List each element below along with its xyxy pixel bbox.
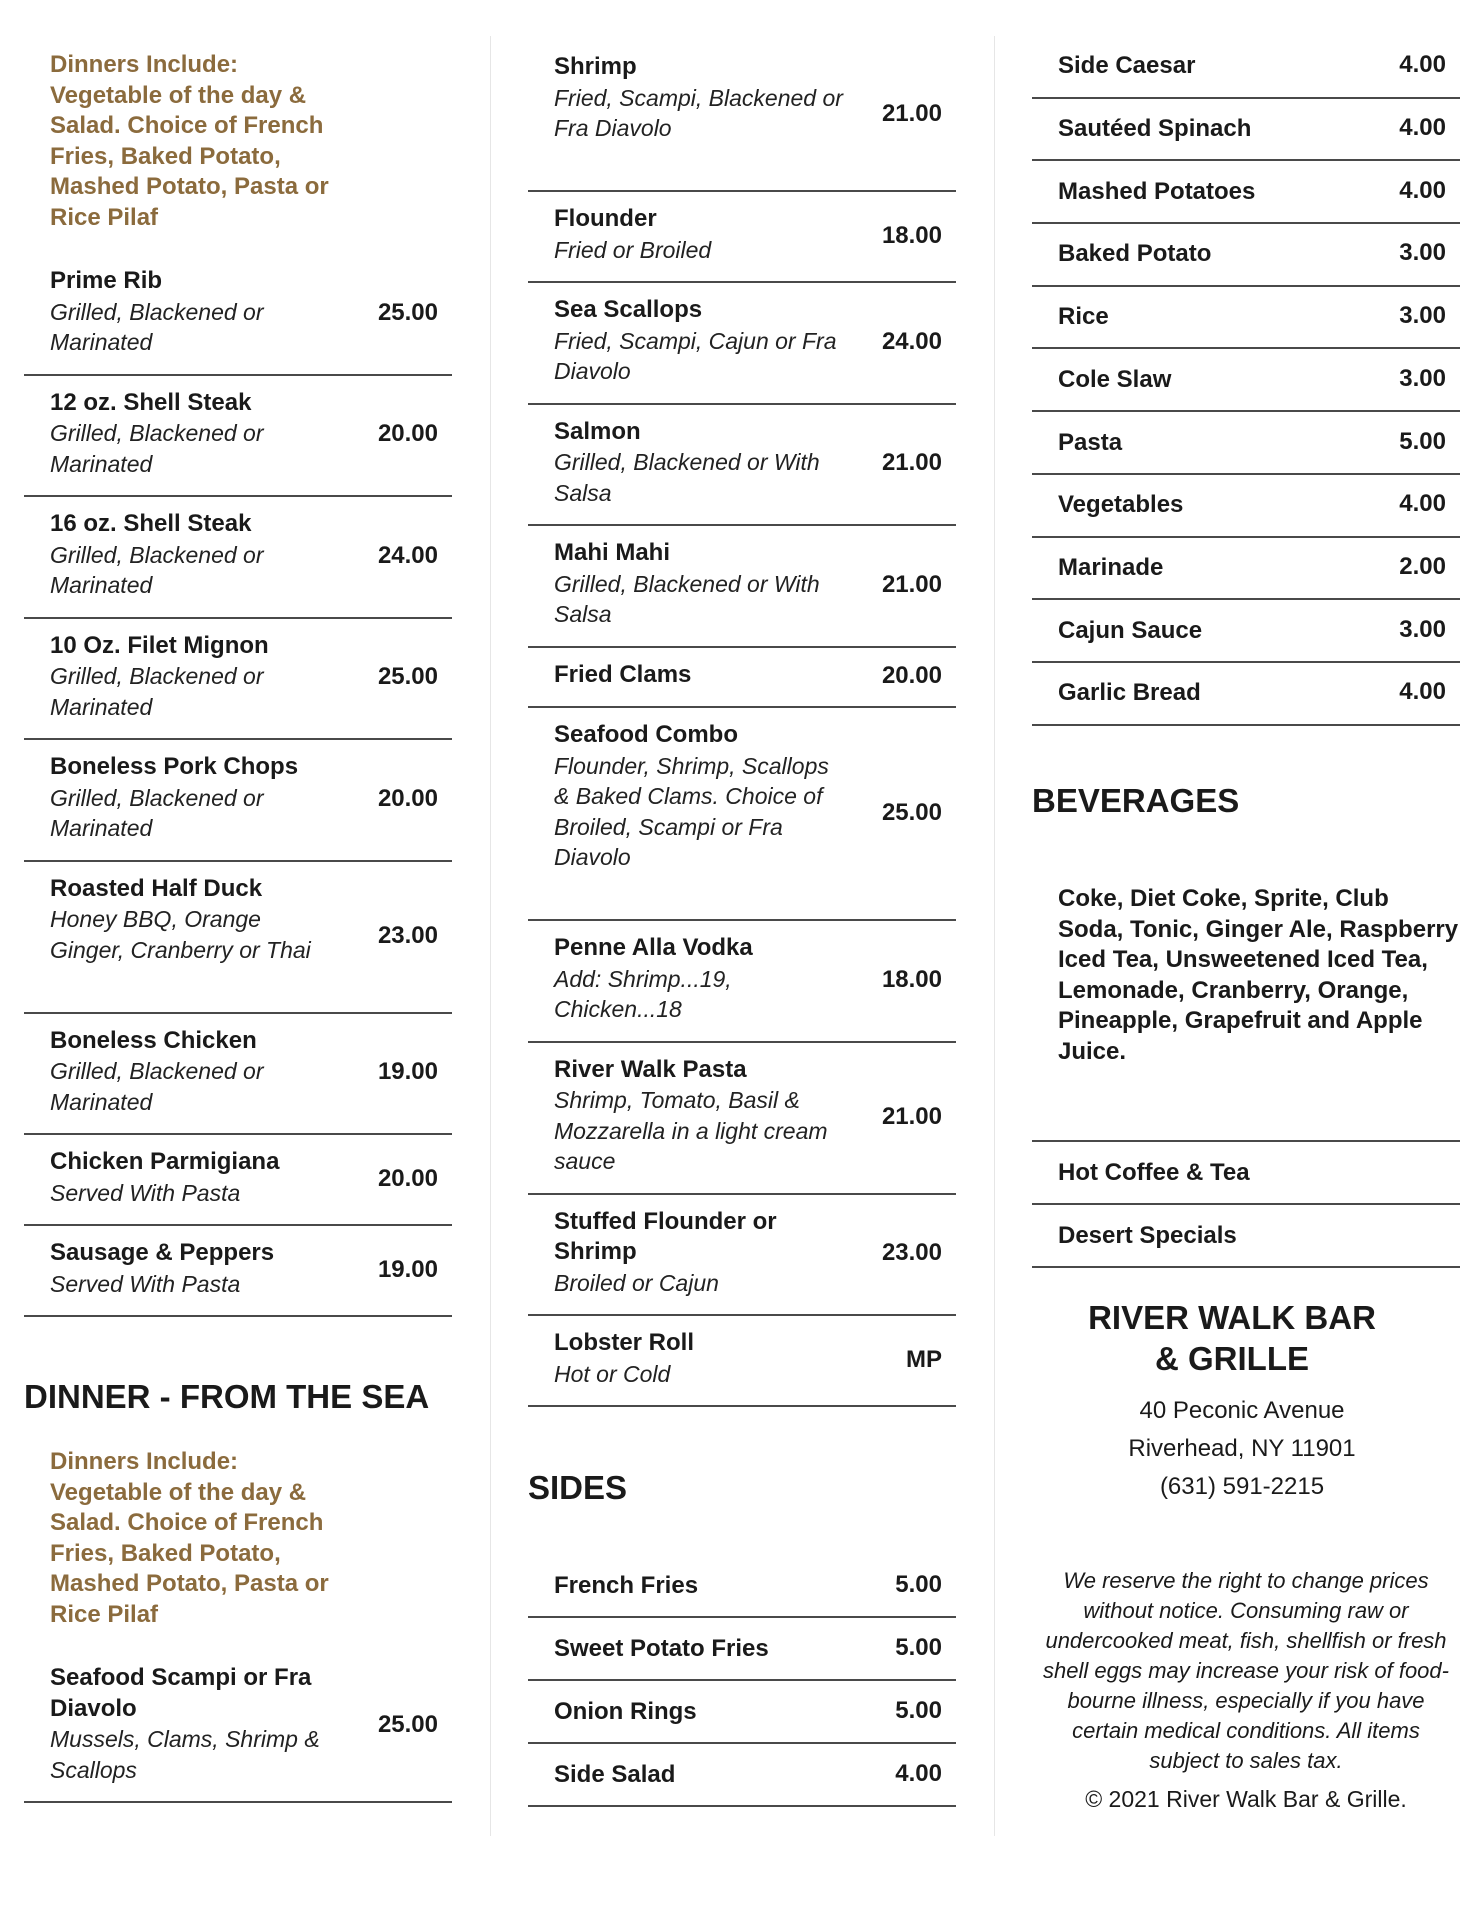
menu-item xyxy=(24,1014,452,1136)
menu-item-name: Boneless Pork Chops xyxy=(50,753,299,780)
side-item-name: Side Caesar xyxy=(1058,52,1196,80)
menu-item-price: 25.00 xyxy=(377,663,438,691)
side-item-price: 4.00 xyxy=(1399,176,1446,204)
side-item xyxy=(1032,663,1460,726)
menu-item-description: Honey BBQ, Orange Ginger, Cranberry or Thai xyxy=(50,906,311,963)
column-divider-right xyxy=(994,36,995,1836)
menu-item-name: 10 Oz. Filet Mignon xyxy=(50,631,269,659)
menu-item-text xyxy=(528,933,844,1025)
menu-item-text xyxy=(24,874,340,966)
side-item xyxy=(1032,475,1460,538)
menu-item-text xyxy=(528,204,844,265)
side-item xyxy=(1032,538,1460,601)
menu-item-price: 25.00 xyxy=(881,798,942,826)
menu-item-price: 25.00 xyxy=(377,1711,438,1738)
side-item xyxy=(1032,161,1460,224)
menu-item-text xyxy=(528,295,844,387)
side-item-price: 3.00 xyxy=(1399,364,1446,392)
menu-item-description: Shrimp, Tomato, Basil & Mozzarella in a light cream sauce xyxy=(554,1087,828,1174)
menu-item-price: MP xyxy=(906,1345,942,1373)
address-line-1: 40 Peconic Avenue xyxy=(1139,1397,1345,1424)
side-item xyxy=(1032,287,1460,350)
restaurant-address xyxy=(1092,1392,1392,1506)
menu-item-price: 21.00 xyxy=(881,570,942,598)
menu-item xyxy=(528,1316,956,1407)
menu-item-description: Grilled, Blackened or With Salsa xyxy=(554,449,820,506)
menu-item-description: Broiled or Cajun xyxy=(554,1269,719,1296)
menu-item-name: River Walk Pasta xyxy=(554,1055,747,1083)
menu-item-name: Boneless Chicken xyxy=(50,1026,257,1054)
menu-item-text xyxy=(24,752,340,844)
menu-item xyxy=(528,1043,956,1195)
menu-item xyxy=(24,1651,452,1803)
beverages-heading: BEVERAGES xyxy=(1032,782,1240,819)
menu-item-price: 23.00 xyxy=(377,921,438,949)
menu-item-text xyxy=(24,1026,340,1118)
menu-item xyxy=(24,497,452,619)
menu-item-description: Add: Shrimp...19, Chicken...18 xyxy=(554,965,732,1022)
menu-item xyxy=(24,254,452,376)
side-item-price: 4.00 xyxy=(1399,114,1446,142)
menu-item-description: Mussels, Clams, Shrimp & Scallops xyxy=(50,1726,320,1783)
side-item-name: Cole Slaw xyxy=(1058,365,1172,393)
menu-item xyxy=(24,862,452,1014)
side-item xyxy=(1032,1205,1460,1268)
menu-item-price: 20.00 xyxy=(377,784,438,812)
menu-item-price: 25.00 xyxy=(377,298,438,326)
menu-item-price: 21.00 xyxy=(881,100,942,127)
menu-item-description: Served With Pasta xyxy=(50,1270,241,1297)
phone-number: (631) 591-2215 xyxy=(1159,1473,1325,1500)
menu-item-name: Penne Alla Vodka xyxy=(554,934,753,961)
menu-item xyxy=(24,740,452,862)
side-item xyxy=(1032,224,1460,287)
side-item-price: 5.00 xyxy=(895,1633,942,1661)
menu-item-description: Grilled, Blackened or Marinated xyxy=(50,663,264,720)
side-item xyxy=(1032,36,1460,99)
dinner-includes-note: Dinners Include: Vegetable of the day & Salad. Choice of French Fries, Baked Potato, Mashed Potato, Pasta or Rice Pilaf xyxy=(50,51,329,231)
beverages-list: Coke, Diet Coke, Sprite, Club Soda, Tonic, Ginger Ale, Raspberry Iced Tea, Unsweetened Iced Tea, Lemonade, Cranberry, Orange, Pineapple, Grapefruit and Apple Juice. xyxy=(1032,884,1460,1142)
side-item-price: 4.00 xyxy=(1399,490,1446,518)
side-item xyxy=(1032,412,1460,475)
side-item-name: Onion Rings xyxy=(554,1697,697,1725)
side-item xyxy=(1032,1142,1460,1205)
menu-item xyxy=(528,40,956,192)
menu-item-text xyxy=(528,1207,844,1299)
menu-item-name: 16 oz. Shell Steak xyxy=(50,510,252,537)
menu-item-description: Fried or Broiled xyxy=(554,236,712,263)
side-item-name: Sweet Potato Fries xyxy=(554,1634,769,1662)
menu-item-name: Mahi Mahi xyxy=(554,539,671,566)
menu-item-price: 21.00 xyxy=(881,449,942,477)
side-item-price: 4.00 xyxy=(895,1759,942,1787)
menu-item-text xyxy=(24,266,340,358)
menu-item-name: Seafood Combo xyxy=(554,721,738,748)
side-item-price: 2.00 xyxy=(1399,552,1446,580)
side-item xyxy=(528,1555,956,1618)
side-item-price: 4.00 xyxy=(1399,678,1446,706)
menu-item xyxy=(528,192,956,283)
side-item xyxy=(1032,350,1460,413)
menu-item-price: 18.00 xyxy=(881,965,942,993)
menu-item xyxy=(528,1195,956,1317)
menu-item-price: 24.00 xyxy=(377,541,438,569)
side-item-name: Sautéed Spinach xyxy=(1058,115,1252,143)
side-item-name: Pasta xyxy=(1058,428,1123,456)
sea-heading: DINNER - FROM THE SEA xyxy=(24,1378,430,1415)
copyright: © 2021 River Walk Bar & Grille. xyxy=(1085,1786,1407,1812)
menu-item-name: Stuffed Flounder or Shrimp xyxy=(554,1207,777,1265)
menu-item-price: 20.00 xyxy=(881,661,942,689)
menu-item-description: Grilled, Blackened or Marinated xyxy=(50,1058,264,1115)
menu-item-text xyxy=(528,1328,844,1389)
menu-item xyxy=(528,921,956,1043)
menu-item xyxy=(24,1135,452,1226)
menu-item-description: Fried, Scampi, Blackened or Fra Diavolo xyxy=(554,84,843,141)
side-item-name: Vegetables xyxy=(1058,491,1184,519)
menu-item-description: Served With Pasta xyxy=(50,1179,241,1206)
menu-item-name: 12 oz. Shell Steak xyxy=(50,388,252,416)
side-item xyxy=(1032,600,1460,663)
menu-item xyxy=(528,405,956,527)
menu-item-description: Hot or Cold xyxy=(554,1360,671,1387)
side-item-name: Desert Specials xyxy=(1058,1221,1237,1249)
menu-item-name: Chicken Parmigiana xyxy=(50,1148,280,1175)
menu-item xyxy=(528,283,956,405)
side-item xyxy=(528,1744,956,1807)
side-item xyxy=(1032,99,1460,162)
menu-item xyxy=(24,619,452,741)
menu-item-text xyxy=(24,509,340,601)
column-divider-left xyxy=(490,36,491,1836)
menu-item-description: Grilled, Blackened or Marinated xyxy=(50,298,264,355)
menu-item-name: Sea Scallops xyxy=(554,296,703,323)
menu-item-text xyxy=(528,417,844,509)
menu-item-text xyxy=(24,631,340,723)
menu-item xyxy=(24,376,452,498)
menu-item xyxy=(528,648,956,709)
menu-item xyxy=(24,1226,452,1317)
sides-heading: SIDES xyxy=(528,1469,628,1506)
restaurant-name: RIVER WALK BAR & GRILLE xyxy=(1088,1299,1376,1377)
menu-item-price: 21.00 xyxy=(881,1102,942,1130)
side-item-name: Cajun Sauce xyxy=(1058,616,1203,644)
side-item-price: 3.00 xyxy=(1399,302,1446,330)
menu-item-name: Shrimp xyxy=(554,53,637,80)
sea-includes-note: Dinners Include: Vegetable of the day & Salad. Choice of French Fries, Baked Potato, Mashed Potato, Pasta or Rice Pilaf xyxy=(50,1448,329,1628)
menu-item-description: Flounder, Shrimp, Scallops & Baked Clams. Choice of Broiled, Scampi or Fra Diavolo xyxy=(554,752,829,870)
side-item-name: Mashed Potatoes xyxy=(1058,177,1256,205)
menu-item xyxy=(528,526,956,648)
menu-item-description: Fried, Scampi, Cajun or Fra Diavolo xyxy=(554,327,837,384)
menu-item-description: Grilled, Blackened or Marinated xyxy=(50,420,264,477)
menu-item-price: 19.00 xyxy=(377,1255,438,1283)
menu-item-name: Seafood Scampi or Fra Diavolo xyxy=(50,1664,312,1722)
side-item-price: 4.00 xyxy=(1399,51,1446,79)
menu-item-price: 20.00 xyxy=(377,1164,438,1192)
side-item-price: 5.00 xyxy=(1399,427,1446,455)
menu-item-text xyxy=(528,720,844,873)
address-line-2: Riverhead, NY 11901 xyxy=(1128,1435,1356,1462)
menu-item-price: 18.00 xyxy=(881,221,942,249)
menu-item-price: 19.00 xyxy=(377,1058,438,1086)
menu-item-name: Fried Clams xyxy=(554,660,692,688)
side-item-name: Side Salad xyxy=(554,1760,676,1788)
menu-item-description: Grilled, Blackened or Marinated xyxy=(50,541,264,598)
side-item-name: Baked Potato xyxy=(1058,240,1212,268)
side-item xyxy=(528,1618,956,1681)
menu-item-text xyxy=(528,660,844,691)
side-item-name: Marinade xyxy=(1058,553,1164,581)
menu-item-name: Lobster Roll xyxy=(554,1329,695,1356)
menu-item-description: Grilled, Blackened or Marinated xyxy=(50,784,264,841)
menu-item-name: Salmon xyxy=(554,417,641,445)
menu-item-text xyxy=(528,538,844,630)
side-item-name: Hot Coffee & Tea xyxy=(1058,1158,1250,1186)
menu-item-price: 23.00 xyxy=(881,1239,942,1267)
side-item-price: 5.00 xyxy=(895,1570,942,1598)
menu-item-name: Prime Rib xyxy=(50,267,163,294)
side-item-price: 5.00 xyxy=(895,1696,942,1724)
menu-item-name: Roasted Half Duck xyxy=(50,874,263,902)
menu-item-price: 24.00 xyxy=(881,327,942,355)
menu-item xyxy=(528,708,956,921)
side-item-name: French Fries xyxy=(554,1571,699,1599)
price-disclaimer: We reserve the right to change prices without notice. Consuming raw or undercooked meat, fish, shellfish or fresh shell eggs may increase your risk of food-bourne illness, especially if you have certain medical conditions. All items subject to sales tax. xyxy=(1043,1568,1449,1773)
menu-item-text xyxy=(528,52,844,144)
menu-item-text xyxy=(528,1055,844,1177)
side-item-price: 3.00 xyxy=(1399,615,1446,643)
menu-item-text xyxy=(24,1147,340,1208)
menu-item-text xyxy=(24,1663,340,1785)
side-item-name: Garlic Bread xyxy=(1058,679,1201,707)
menu-item-text xyxy=(24,388,340,480)
menu-item-description: Grilled, Blackened or With Salsa xyxy=(554,570,820,627)
side-item-name: Rice xyxy=(1058,303,1109,331)
menu-item-name: Sausage & Peppers xyxy=(50,1239,275,1266)
menu-item-price: 20.00 xyxy=(377,420,438,448)
side-item-price: 3.00 xyxy=(1399,239,1446,267)
side-item xyxy=(528,1681,956,1744)
menu-item-text xyxy=(24,1238,340,1299)
menu-item-name: Flounder xyxy=(554,205,657,232)
